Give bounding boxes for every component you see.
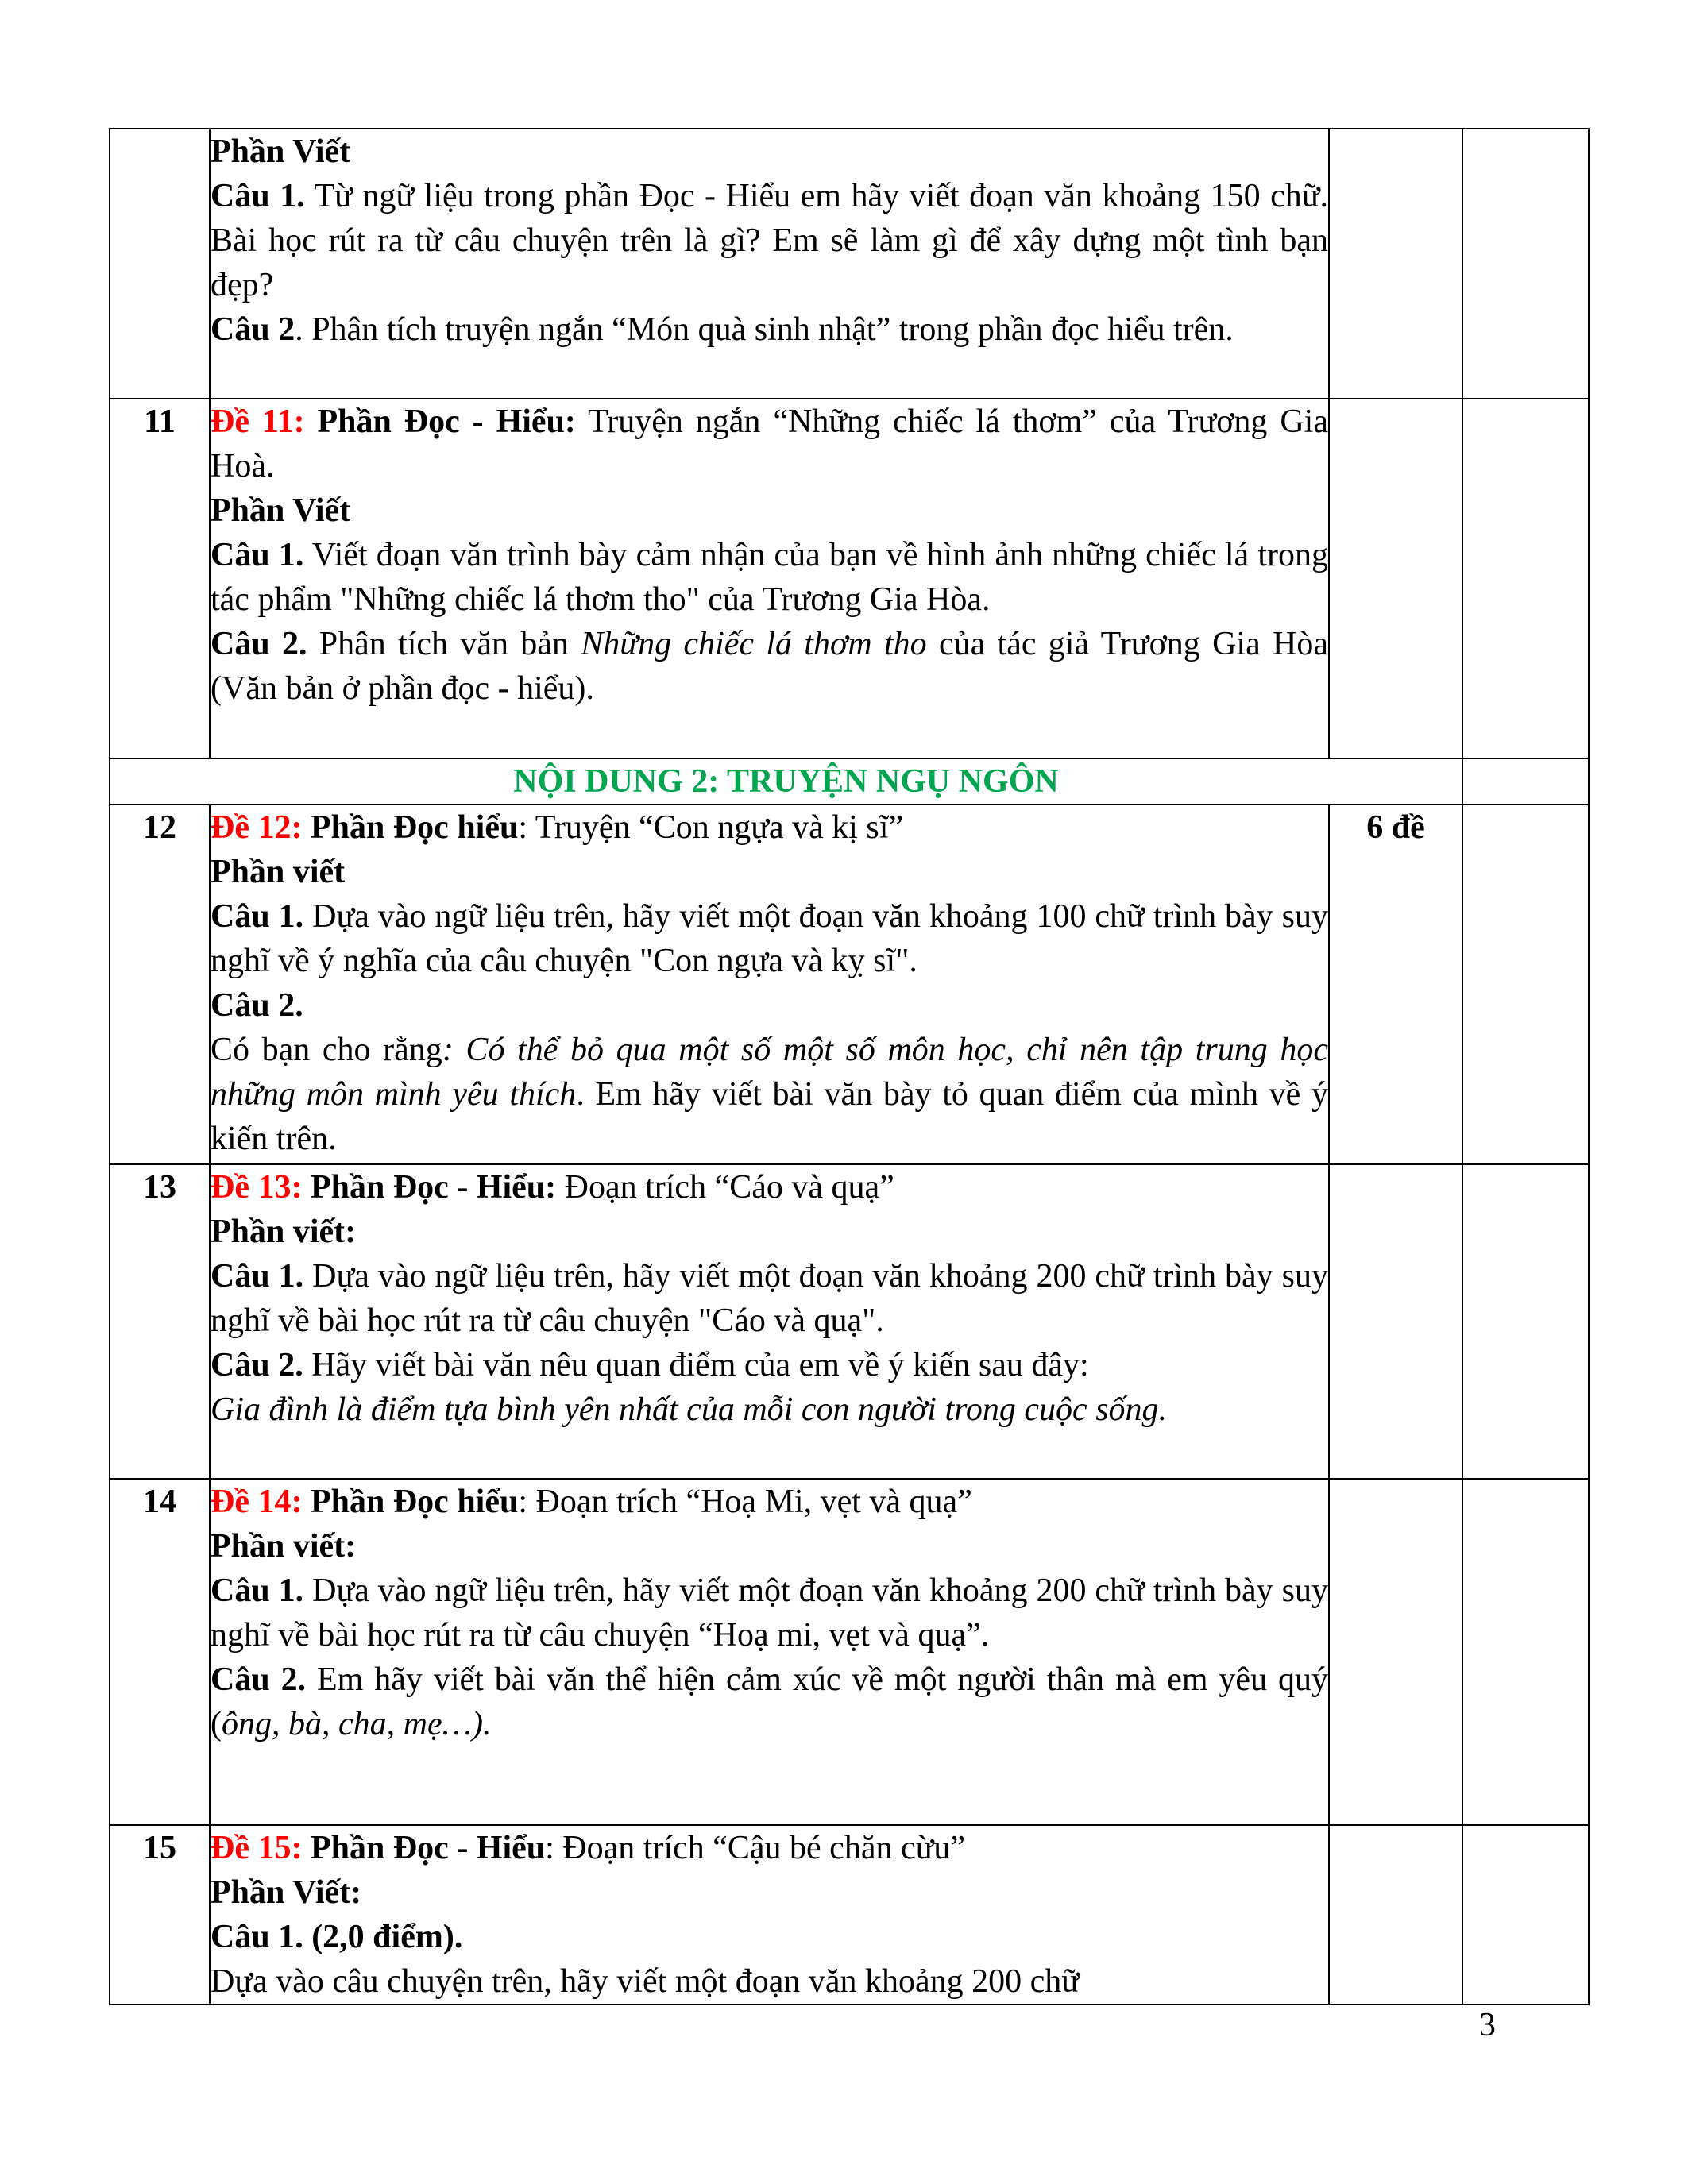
content-paragraph (211, 805, 1328, 850)
content-paragraph (211, 622, 1328, 711)
exam-number: 15 (110, 1825, 210, 2005)
exam-list-table (109, 128, 1590, 2005)
content-paragraph (211, 533, 1328, 622)
text-run: : Đoạn trích “Hoạ Mi, vẹt và quạ” (518, 1484, 972, 1520)
content-paragraph (211, 399, 1328, 488)
content-paragraph (211, 894, 1328, 983)
text-run: ông, bà, cha, mẹ…). (222, 1706, 492, 1742)
text-run: Câu 1. (2,0 điểm). (211, 1919, 463, 1955)
empty-cell (1462, 758, 1589, 805)
text-run: Hãy viết bài văn nêu quan điểm của em về ý kiến sau đây: (303, 1347, 1089, 1383)
text-run: Phần Viết: (211, 1874, 362, 1911)
text-run: Phần Đọc - Hiểu: (304, 403, 576, 440)
text-run: Câu 1. (211, 537, 304, 573)
exam-count (1329, 1479, 1462, 1825)
text-run: Phân tích văn bản (307, 626, 581, 662)
text-run: Câu 1. (211, 178, 305, 214)
table-row (110, 805, 1589, 1164)
content-paragraph (211, 1480, 1328, 1524)
table-row (110, 399, 1589, 758)
content-paragraph (211, 307, 1328, 352)
text-run: Dựa vào ngữ liệu trên, hãy viết một đoạn văn khoảng 200 chữ trình bày suy nghĩ về bài học rút ra từ câu chuyện “Hoạ mi, vẹt và quạ”. (211, 1572, 1328, 1653)
content-paragraph (211, 1826, 1328, 1870)
content-paragraph (211, 1569, 1328, 1657)
text-run: Câu 2. (211, 626, 307, 662)
text-run: . Em hãy viết bài văn bày tỏ quan điểm của mình về ý kiến trên. (211, 1076, 1328, 1157)
exam-count (1329, 399, 1462, 758)
content-paragraph (211, 1343, 1328, 1387)
table-row (110, 1164, 1589, 1479)
exam-label: Đề 14: (211, 1484, 303, 1520)
content-paragraph (211, 1387, 1328, 1432)
text-run: Đoạn trích “Cáo và quạ” (556, 1169, 894, 1206)
exam-label: Đề 15: (211, 1830, 303, 1866)
content-paragraph (211, 1657, 1328, 1746)
table-row (110, 1825, 1589, 2005)
exam-count (1329, 1164, 1462, 1479)
text-run: Phần Viết (211, 133, 351, 170)
text-run: Câu 2 (211, 311, 295, 348)
table-row (110, 1479, 1589, 1825)
text-run: Phần Viết (211, 492, 351, 529)
content-paragraph (211, 1210, 1328, 1254)
text-run: : Có thể bỏ qua một số một số môn học, chỉ nên tập trung học những môn mình yêu thích (211, 1032, 1328, 1113)
section-row (110, 758, 1589, 805)
text-run: Phần Đọc hiểu (302, 1484, 519, 1520)
text-run: Phần Đọc - Hiểu: (302, 1169, 557, 1206)
text-run: Câu 2. (211, 987, 303, 1024)
text-run: Câu 1. (211, 898, 304, 935)
exam-content (210, 1164, 1329, 1479)
text-run: Phần viết (211, 854, 346, 890)
empty-cell (1462, 1479, 1589, 1825)
exam-number (110, 129, 210, 399)
exam-label: Đề 13: (211, 1169, 303, 1206)
table-row (110, 129, 1589, 399)
text-run: Dựa vào ngữ liệu trên, hãy viết một đoạn văn khoảng 100 chữ trình bày suy nghĩ về ý nghĩa của câu chuyện "Con ngựa và kỵ sĩ". (211, 898, 1328, 979)
text-run: . Phân tích truyện ngắn “Món quà sinh nhật” trong phần đọc hiểu trên. (295, 311, 1234, 348)
exam-content (210, 399, 1329, 758)
text-run: Phần Đọc - Hiểu (302, 1830, 546, 1866)
content-paragraph (211, 1915, 1328, 1959)
text-run: Dựa vào ngữ liệu trên, hãy viết một đoạn văn khoảng 200 chữ trình bày suy nghĩ về bài học rút ra từ câu chuyện "Cáo và quạ". (211, 1258, 1328, 1339)
content-paragraph (211, 129, 1328, 174)
text-run: Câu 1. (211, 1258, 304, 1295)
text-run: Câu 2. (211, 1661, 307, 1698)
exam-content (210, 805, 1329, 1164)
text-run: Phần viết: (211, 1214, 357, 1250)
exam-content (210, 1479, 1329, 1825)
text-run: Phần Đọc hiểu (302, 809, 519, 846)
exam-number: 12 (110, 805, 210, 1164)
exam-content (210, 1825, 1329, 2005)
empty-cell (1462, 399, 1589, 758)
text-run: Câu 2. (211, 1347, 303, 1383)
empty-cell (1462, 1825, 1589, 2005)
text-run: : Truyện “Con ngựa và kị sĩ” (518, 809, 904, 846)
content-paragraph (211, 983, 1328, 1028)
text-run: Có bạn cho rằng (211, 1032, 442, 1068)
exam-count (1329, 129, 1462, 399)
exam-label: Đề 12: (211, 809, 303, 846)
text-run: Phần viết: (211, 1528, 357, 1565)
text-run: Gia đình là điểm tựa bình yên nhất của mỗi con người trong cuộc sống. (211, 1391, 1168, 1428)
text-run: Những chiếc lá thơm tho (581, 626, 927, 662)
empty-cell (1462, 1164, 1589, 1479)
empty-cell (1462, 805, 1589, 1164)
text-run: Câu 1. (211, 1572, 304, 1609)
content-paragraph (211, 1165, 1328, 1210)
text-run: Dựa vào câu chuyện trên, hãy viết một đoạn văn khoảng 200 chữ (211, 1963, 1080, 2000)
content-paragraph (211, 1254, 1328, 1343)
text-run: : Đoạn trích “Cậu bé chăn cừu” (545, 1830, 966, 1866)
page-number: 3 (1479, 2007, 1496, 2043)
content-paragraph (211, 1870, 1328, 1915)
content-paragraph (211, 488, 1328, 533)
exam-number: 11 (110, 399, 210, 758)
content-paragraph (211, 174, 1328, 307)
content-paragraph (211, 1028, 1328, 1161)
exam-number: 14 (110, 1479, 210, 1825)
text-run: Viết đoạn văn trình bày cảm nhận của bạn về hình ảnh những chiếc lá trong tác phẩm "Những chiếc lá thơm tho" của Trương Gia Hòa. (211, 537, 1328, 618)
text-run: của tác giả Trương Gia Hòa (Văn bản ở phần đọc - hiểu). (211, 626, 1328, 707)
exam-content (210, 129, 1329, 399)
section-heading: NỘI DUNG 2: TRUYỆN NGỤ NGÔN (110, 758, 1462, 805)
content-paragraph (211, 850, 1328, 894)
content-paragraph (211, 1524, 1328, 1569)
exam-number: 13 (110, 1164, 210, 1479)
table-body (110, 129, 1589, 2005)
text-run: Truyện ngắn “Những chiếc lá thơm” của Trương Gia Hoà. (211, 403, 1328, 484)
text-run: Từ ngữ liệu trong phần Đọc - Hiểu em hãy viết đoạn văn khoảng 150 chữ. Bài học rút ra từ câu chuyện trên là gì? Em sẽ làm gì để xây dựng một tình bạn đẹp? (211, 178, 1329, 303)
content-paragraph (211, 1959, 1328, 2004)
exam-count: 6 đề (1329, 805, 1462, 1164)
empty-cell (1462, 129, 1589, 399)
exam-label: Đề 11: (211, 403, 305, 440)
text-run: Em hãy viết bài văn thể hiện cảm xúc về một người thân mà em yêu quý ( (211, 1661, 1328, 1742)
exam-count (1329, 1825, 1462, 2005)
